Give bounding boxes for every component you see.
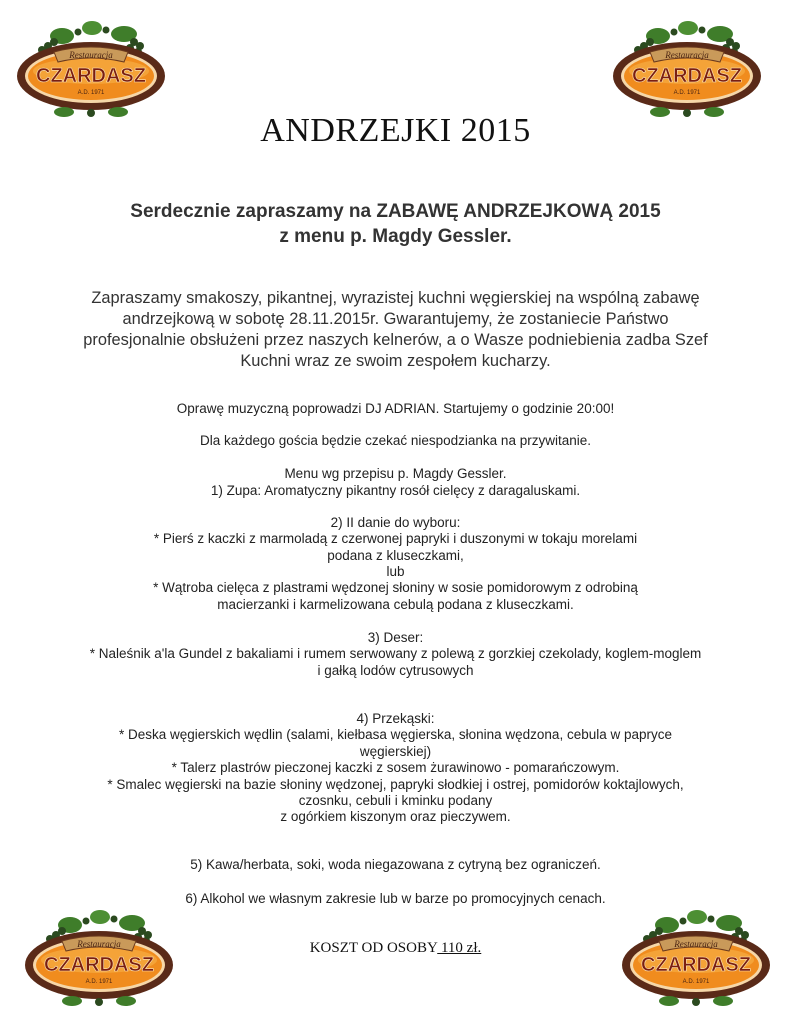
cost-label: KOSZT OD OSOBY [309,940,438,956]
logo-since-text: A.D. 1971 [673,90,701,96]
logo-brand-text: CZARDASZ [632,65,742,87]
logo-brand-text: CZARDASZ [44,954,154,976]
surprise-info: Dla każdego gościa będzie czekać niespodzianka na przywitanie. [200,433,591,448]
menu-snack-3: * Smalec węgierski na bazie słoniny wędzonej, papryki słodkiej i ostrej, pomidorów koktajlowych, [107,777,684,792]
czardasz-logo-top-left [14,16,168,118]
czardasz-logo-top-right [610,16,764,118]
czardasz-restaurant-logo-icon [14,16,168,118]
music-info: Oprawę muzyczną poprowadzi DJ ADRIAN. Startujemy o godzinie 20:00! [176,401,615,416]
menu-alcohol: 6) Alkohol we własnym zakresie lub w barze po promocyjnych cenach. [185,891,606,906]
menu-main-or: lub [386,564,405,579]
logo-since-text: A.D. 1971 [682,979,710,985]
menu-snack-3-cont-2: z ogórkiem kiszonym oraz pieczywem. [280,809,511,824]
intro-paragraph: Zapraszamy smakoszy, pikantnej, wyrazistej kuchni węgierskiej na wspólną zabawę andrzejkową w sobotę 28.11.2015r. Gwarantujemy, że zostaniecie Państwo profesjonalnie obsłużeni przez naszych kelnerów, a o Wasze podniebienia zadba Szef Kuchni wraz ze swoim zespołem kucharzy. [83,289,708,370]
menu-main-heading: 2) II danie do wyboru: [330,515,461,530]
cost-price: 110 zł. [437,940,482,956]
menu-main-option-1: * Pierś z kaczki z marmoladą z czerwonej papryki i duszonymi w tokaju morelami [153,531,638,546]
menu-main-option-1-cont: podana z kluseczkami, [327,548,464,563]
logo-since-text: A.D. 1971 [77,90,105,96]
menu-dessert-heading: 3) Deser: [367,630,424,645]
logo-since-text: A.D. 1971 [85,979,113,985]
headline-line-2: z menu p. Magdy Gessler. [279,226,512,247]
menu-dessert: * Naleśnik a'la Gundel z bakaliami i rumem serwowany z polewą z gorzkiej czekolady, koglem-moglem [89,646,702,661]
czardasz-logo-bottom-right [619,905,773,1007]
menu-main-option-2: * Wątroba cielęca z plastrami wędzonej słoniny w sosie pomidorowym z odrobiną [153,580,638,595]
logo-brand-text: CZARDASZ [36,65,146,87]
headline [0,199,791,249]
menu-snacks-heading: 4) Przekąski: [356,711,435,726]
logo-ribbon-text: Restauracja [77,939,121,949]
czardasz-restaurant-logo-icon [610,16,764,118]
logo-ribbon-text: Restauracja [665,50,709,60]
czardasz-restaurant-logo-icon [619,905,773,1007]
menu-drinks: 5) Kawa/herbata, soki, woda niegazowana z cytryną bez ograniczeń. [190,857,601,872]
menu-main-option-2-cont: macierzanki i karmelizowana cebulą podana z kluseczkami. [217,597,574,612]
menu-soup: 1) Zupa: Aromatyczny pikantny rosół cielęcy z daragaluskami. [210,483,581,498]
menu-snack-2: * Talerz plastrów pieczonej kaczki z sosem żurawinowo - pomarańczowym. [171,760,620,775]
menu-snack-1-cont: węgierskiej) [359,744,432,759]
menu-snack-1: * Deska węgierskich wędlin (salami, kiełbasa węgierska, słonina wędzona, cebula w papryce [118,727,673,742]
menu-dessert-cont: i gałką lodów cytrusowych [317,663,474,678]
logo-brand-text: CZARDASZ [641,954,751,976]
headline-line-1: Serdecznie zapraszamy na ZABAWĘ ANDRZEJKOWĄ 2015 [130,201,661,222]
logo-ribbon-text: Restauracja [674,939,718,949]
page-title: ANDRZEJKI 2015 [260,112,531,149]
logo-ribbon-text: Restauracja [69,50,113,60]
menu-snack-3-cont: czosnku, cebuli i kminku podany [298,793,493,808]
menu-heading: Menu wg przepisu p. Magdy Gessler. [284,466,507,481]
